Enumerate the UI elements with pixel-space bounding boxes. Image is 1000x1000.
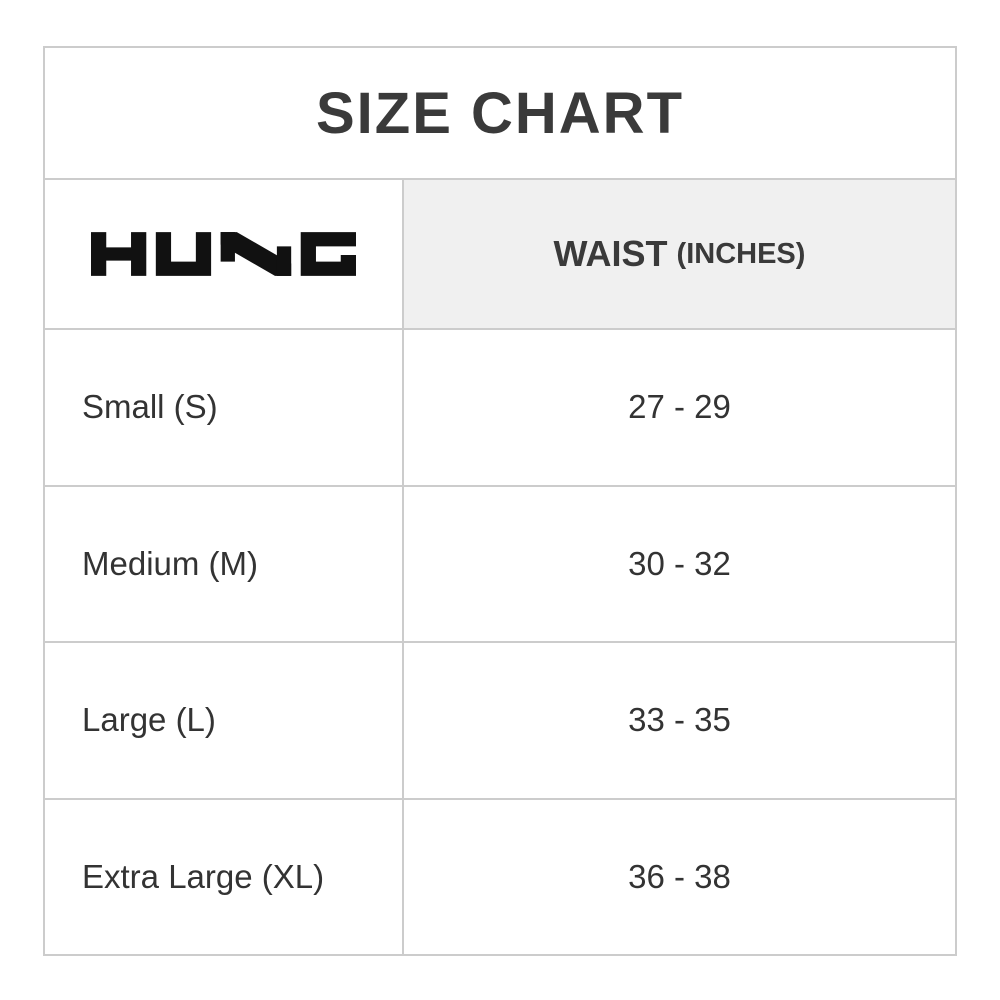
waist-header-label: WAIST — [553, 233, 668, 274]
hung-brand-logo — [91, 232, 356, 276]
size-chart-table — [43, 46, 957, 956]
size-table-grid — [45, 178, 955, 954]
size-cell-xlarge: Extra Large (XL) — [45, 798, 402, 955]
size-cell-medium: Medium (M) — [45, 485, 402, 642]
waist-header-unit: (INCHES) — [676, 237, 806, 270]
size-cell-small: Small (S) — [45, 328, 402, 485]
waist-cell-large: 33 - 35 — [402, 641, 955, 798]
waist-cell-medium: 30 - 32 — [402, 485, 955, 642]
size-cell-large: Large (L) — [45, 641, 402, 798]
waist-cell-xlarge: 36 - 38 — [402, 798, 955, 955]
waist-header-cell — [402, 178, 955, 328]
page-title: SIZE CHART — [316, 80, 684, 146]
waist-cell-small: 27 - 29 — [402, 328, 955, 485]
brand-header-cell — [45, 178, 402, 328]
